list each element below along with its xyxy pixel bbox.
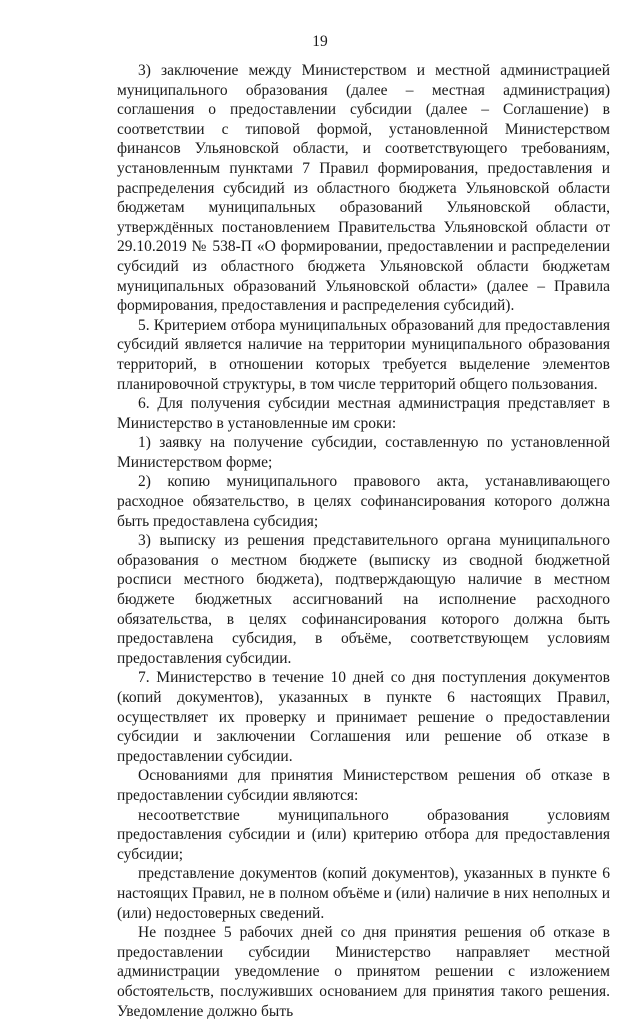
paragraph-ground-1: несоответствие муниципального образования условиям предоставления субсидии и (или) критерию отбора для предоставления субсидии; bbox=[117, 806, 610, 863]
paragraph-notification: Не позднее 5 рабочих дней со дня принятия решения об отказе в предоставлении субсидии Министерство направляет местной администрации уведомление о принятом решении с изложением обстоятельств, послуживших основанием для принятия такого решения. Уведомление должно быть bbox=[117, 924, 610, 1020]
paragraph-item-7: 7. Министерство в течение 10 дней со дня поступления документов (копий документов), указанных в пункте 6 настоящих Правил, осуществляет их проверку и принимает решение о предоставлении субсидии и заключении Соглашения или решение об отказе в предоставлении субсидии. bbox=[117, 669, 610, 765]
page-number: 19 bbox=[312, 33, 328, 50]
paragraph-clause-3: 3) заключение между Министерством и местной администрацией муниципального образования (далее – местная администрация) соглашения о предоставлении субсидии (далее – Соглашение) в соответствии с типовой формой, установленной Министерством финансов Ульяновской области, и соответствующего требованиям, установленным пунктами 7 Правил формирования, предоставления и распределения субсидий из областного бюджета Ульяновской области бюджетам муниципальных образований Ульяновской области, утверждённых постановлением Правительства Ульяновской области от 29.10.2019 № 538-П «О формировании, предоставлении и распределении субсидий из областного бюджета Ульяновской области бюджетам муниципальных образований Ульяновской области» (далее – Правила формирования, предоставления и распределения субсидий). bbox=[117, 62, 610, 315]
paragraph-item-6-sub-3: 3) выписку из решения представительного органа муниципального образования о местном бюджете (выписку из сводной бюджетной росписи местного бюджета), подтверждающую наличие в местном бюджете бюджетных ассигнований на исполнение расходного обязательства, в целях софинансирования которого должна быть предоставлена субсидия, в объёме, соответствующем условиям предоставления субсидии. bbox=[117, 532, 610, 667]
paragraph-item-5: 5. Критерием отбора муниципальных образований для предоставления субсидий является наличие на территории муниципального образования территорий, в отношении которых требуется выделение элементов планировочной структуры, в том числе территорий общего пользования. bbox=[117, 316, 610, 393]
paragraph-ground-2: представление документов (копий документов), указанных в пункте 6 настоящих Правил, не в полном объёме и (или) наличие в них неполных и (или) недостоверных сведений. bbox=[117, 865, 610, 922]
paragraph-refusal-grounds: Основаниями для принятия Министерством решения об отказе в предоставлении субсидии являются: bbox=[117, 767, 610, 804]
paragraph-item-6: 6. Для получения субсидии местная администрация представляет в Министерство в установленные им сроки: bbox=[117, 395, 610, 432]
paragraph-item-6-sub-2: 2) копию муниципального правового акта, устанавливающего расходное обязательство, в целях софинансирования которого должна быть предоставлена субсидия; bbox=[117, 473, 610, 530]
document-body bbox=[117, 61, 610, 1021]
paragraph-item-6-sub-1: 1) заявку на получение субсидии, составленную по установленной Министерством форме; bbox=[117, 434, 610, 471]
